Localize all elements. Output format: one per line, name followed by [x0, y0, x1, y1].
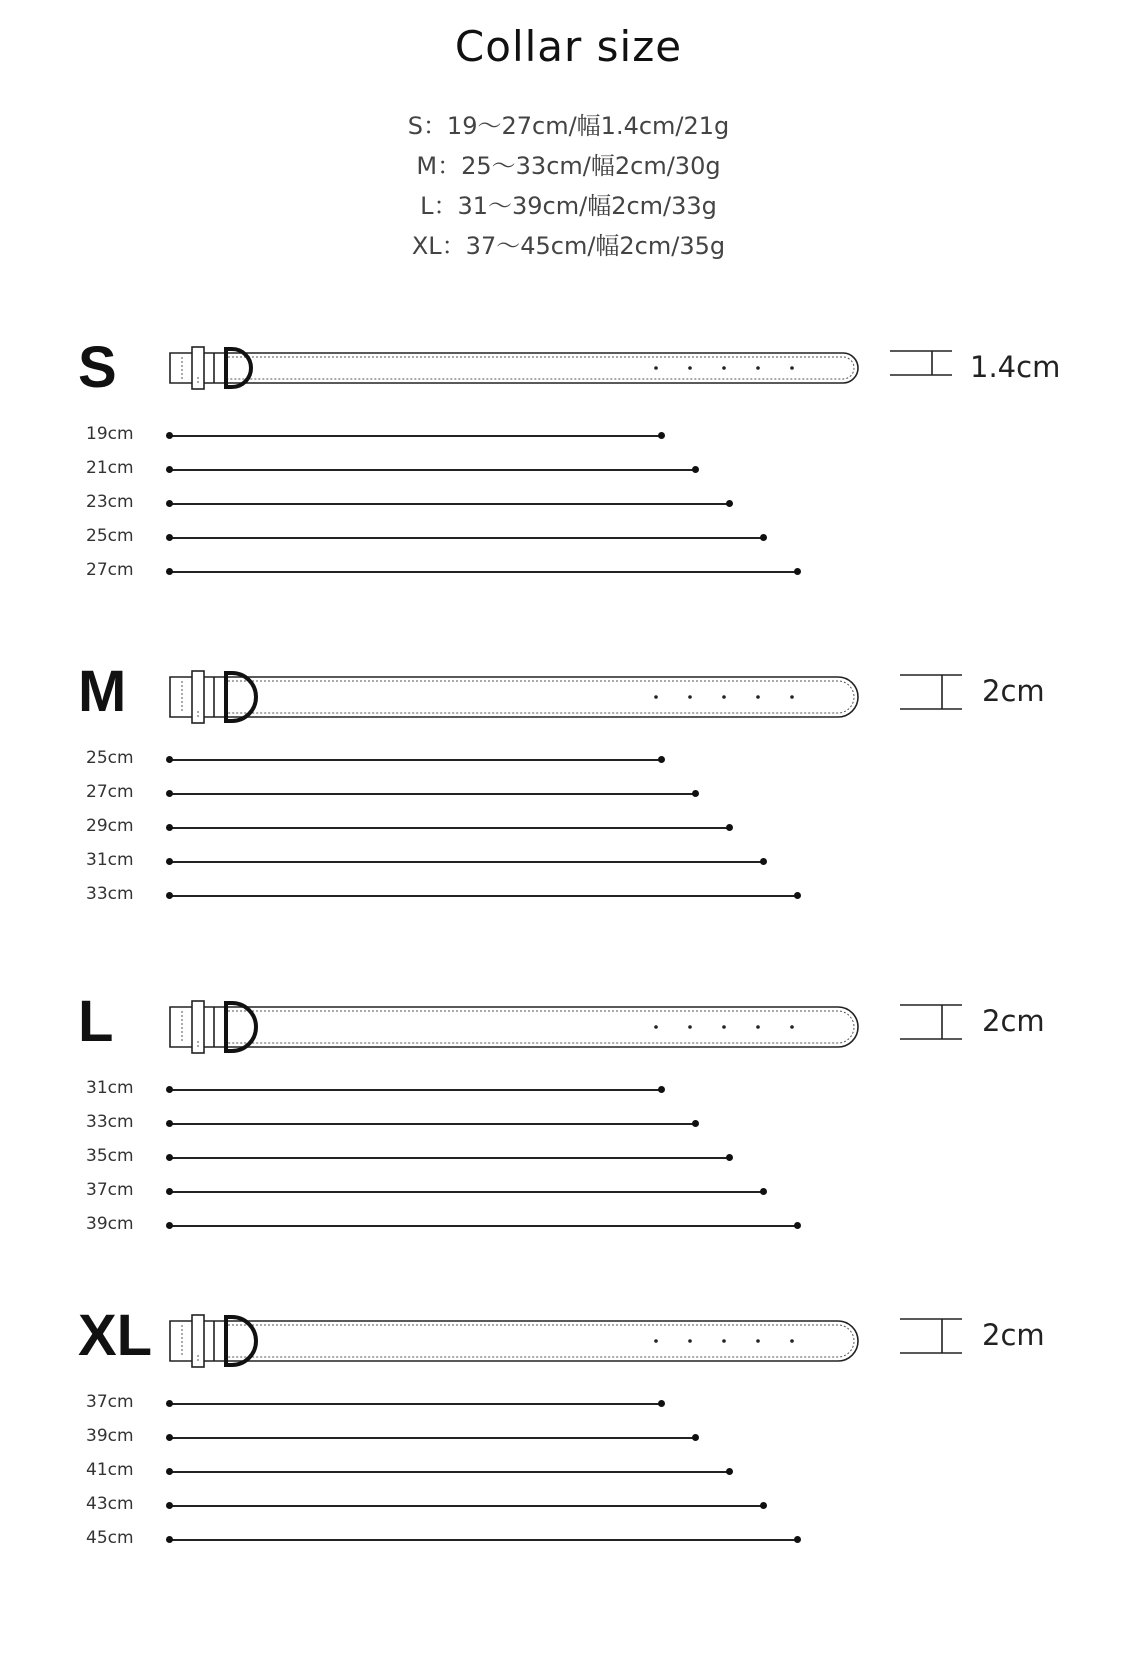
collar-hole	[756, 1339, 760, 1343]
length-line	[170, 1191, 764, 1193]
length-label: 41cm	[86, 1460, 134, 1480]
length-row	[0, 886, 900, 906]
length-line	[170, 827, 730, 829]
length-line	[170, 1505, 764, 1507]
length-start-dot	[166, 1154, 173, 1161]
length-label: 39cm	[86, 1426, 134, 1446]
collar-hole	[722, 366, 726, 370]
length-row	[0, 818, 900, 838]
width-indicator	[888, 343, 958, 397]
length-end-dot	[692, 1434, 699, 1441]
length-end-dot	[726, 824, 733, 831]
length-label: 39cm	[86, 1214, 134, 1234]
length-line	[170, 861, 764, 863]
collar-diagram	[168, 667, 868, 741]
length-label: 35cm	[86, 1146, 134, 1166]
length-end-dot	[726, 1468, 733, 1475]
length-row	[0, 460, 900, 480]
length-end-dot	[658, 432, 665, 439]
length-line	[170, 503, 730, 505]
length-label: 27cm	[86, 782, 134, 802]
length-row	[0, 528, 900, 548]
length-end-dot	[692, 790, 699, 797]
spec-line-m: M：25～33cm/幅2cm/30g	[416, 152, 721, 180]
length-row	[0, 1182, 900, 1202]
size-spec-list	[0, 106, 1137, 266]
length-start-dot	[166, 1502, 173, 1509]
length-start-dot	[166, 1536, 173, 1543]
length-end-dot	[794, 892, 801, 899]
length-label: 43cm	[86, 1494, 134, 1514]
length-label: 31cm	[86, 850, 134, 870]
length-end-dot	[692, 466, 699, 473]
length-row	[0, 426, 900, 446]
length-end-dot	[658, 1086, 665, 1093]
collar-hole	[790, 366, 794, 370]
length-end-dot	[726, 500, 733, 507]
length-start-dot	[166, 1188, 173, 1195]
length-start-dot	[166, 466, 173, 473]
length-end-dot	[794, 1222, 801, 1229]
collar-diagram	[168, 997, 868, 1071]
length-end-dot	[760, 858, 767, 865]
length-start-dot	[166, 1086, 173, 1093]
collar-illustration	[168, 1311, 868, 1381]
length-line	[170, 1403, 662, 1405]
length-row	[0, 1394, 900, 1414]
collar-hole	[756, 695, 760, 699]
length-line	[170, 1225, 798, 1227]
collar-hole	[722, 1025, 726, 1029]
length-label: 23cm	[86, 492, 134, 512]
length-start-dot	[166, 1468, 173, 1475]
collar-hole	[688, 366, 692, 370]
length-row	[0, 1496, 900, 1516]
width-indicator	[898, 997, 968, 1051]
length-label: 21cm	[86, 458, 134, 478]
length-line	[170, 1123, 696, 1125]
length-start-dot	[166, 1434, 173, 1441]
length-end-dot	[794, 568, 801, 575]
size-label: M	[78, 659, 127, 724]
collar-illustration	[168, 997, 868, 1067]
size-section-xl	[0, 1303, 1137, 1626]
length-row	[0, 1148, 900, 1168]
size-label: S	[78, 335, 117, 400]
width-label: 1.4cm	[970, 350, 1061, 384]
length-row	[0, 1080, 900, 1100]
collar-hole	[654, 695, 658, 699]
spec-line-s: S：19～27cm/幅1.4cm/21g	[407, 112, 730, 140]
length-end-dot	[760, 534, 767, 541]
collar-hole	[790, 1025, 794, 1029]
collar-strap	[170, 1007, 858, 1047]
collar-diagram	[168, 1311, 868, 1385]
length-label: 25cm	[86, 748, 134, 768]
length-row	[0, 562, 900, 582]
size-section-s	[0, 335, 1137, 658]
length-start-dot	[166, 534, 173, 541]
length-label: 25cm	[86, 526, 134, 546]
length-label: 29cm	[86, 816, 134, 836]
length-end-dot	[760, 1188, 767, 1195]
size-section-l	[0, 989, 1137, 1312]
width-indicator	[898, 1311, 968, 1365]
length-start-dot	[166, 1120, 173, 1127]
length-row	[0, 784, 900, 804]
length-row	[0, 1216, 900, 1236]
collar-diagram	[168, 343, 868, 407]
size-section-m	[0, 659, 1137, 982]
length-end-dot	[760, 1502, 767, 1509]
collar-strap	[170, 677, 858, 717]
length-label: 19cm	[86, 424, 134, 444]
length-line	[170, 537, 764, 539]
length-start-dot	[166, 858, 173, 865]
collar-hole	[790, 695, 794, 699]
length-line	[170, 1089, 662, 1091]
length-line	[170, 1539, 798, 1541]
collar-illustration	[168, 343, 868, 403]
length-start-dot	[166, 892, 173, 899]
collar-illustration	[168, 667, 868, 737]
length-line	[170, 1157, 730, 1159]
length-line	[170, 1437, 696, 1439]
length-line	[170, 469, 696, 471]
length-row	[0, 1530, 900, 1550]
length-start-dot	[166, 756, 173, 763]
length-line	[170, 571, 798, 573]
collar-hole	[688, 695, 692, 699]
length-end-dot	[658, 1400, 665, 1407]
length-label: 37cm	[86, 1180, 134, 1200]
collar-hole	[722, 695, 726, 699]
collar-hole	[756, 366, 760, 370]
collar-hole	[654, 1339, 658, 1343]
width-bracket-icon	[888, 343, 958, 393]
length-end-dot	[658, 756, 665, 763]
width-bracket-icon	[898, 997, 968, 1047]
length-start-dot	[166, 824, 173, 831]
length-label: 33cm	[86, 1112, 134, 1132]
width-label: 2cm	[982, 1004, 1045, 1038]
length-row	[0, 750, 900, 770]
size-label: L	[78, 989, 114, 1054]
length-line	[170, 793, 696, 795]
length-start-dot	[166, 432, 173, 439]
length-row	[0, 1462, 900, 1482]
collar-hole	[654, 1025, 658, 1029]
length-label: 37cm	[86, 1392, 134, 1412]
length-start-dot	[166, 568, 173, 575]
size-label: XL	[78, 1303, 153, 1368]
length-label: 27cm	[86, 560, 134, 580]
collar-hole	[756, 1025, 760, 1029]
length-row	[0, 1114, 900, 1134]
length-start-dot	[166, 1222, 173, 1229]
length-line	[170, 895, 798, 897]
spec-line-xl: XL：37～45cm/幅2cm/35g	[411, 232, 726, 260]
collar-hole	[790, 1339, 794, 1343]
length-end-dot	[726, 1154, 733, 1161]
length-line	[170, 435, 662, 437]
length-line	[170, 759, 662, 761]
width-label: 2cm	[982, 1318, 1045, 1352]
length-line	[170, 1471, 730, 1473]
page-title: Collar size	[454, 22, 683, 71]
width-indicator	[898, 667, 968, 721]
collar-hole	[722, 1339, 726, 1343]
length-end-dot	[794, 1536, 801, 1543]
length-end-dot	[692, 1120, 699, 1127]
spec-line-l: L：31～39cm/幅2cm/33g	[420, 192, 717, 220]
width-bracket-icon	[898, 667, 968, 717]
length-row	[0, 494, 900, 514]
length-label: 31cm	[86, 1078, 134, 1098]
collar-hole	[688, 1339, 692, 1343]
length-label: 33cm	[86, 884, 134, 904]
length-start-dot	[166, 500, 173, 507]
length-row	[0, 852, 900, 872]
length-row	[0, 1428, 900, 1448]
collar-hole	[688, 1025, 692, 1029]
length-start-dot	[166, 1400, 173, 1407]
length-start-dot	[166, 790, 173, 797]
length-label: 45cm	[86, 1528, 134, 1548]
width-label: 2cm	[982, 674, 1045, 708]
collar-strap	[170, 1321, 858, 1361]
collar-hole	[654, 366, 658, 370]
width-bracket-icon	[898, 1311, 968, 1361]
